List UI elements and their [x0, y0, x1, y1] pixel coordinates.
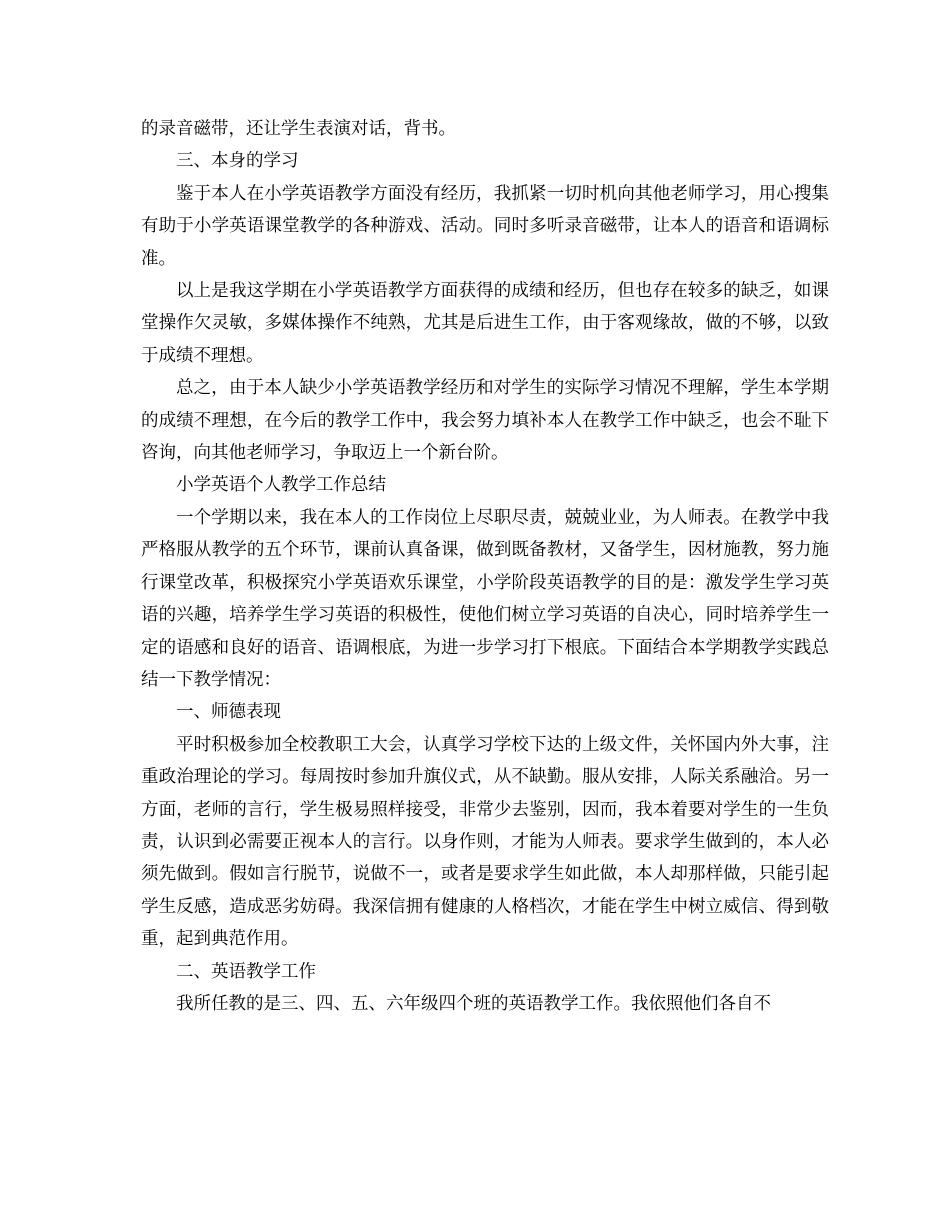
paragraph: 以上是我这学期在小学英语教学方面获得的成绩和经历，但也存在较多的缺乏，如课堂操作欠灵敏，多媒体操作不纯熟，尤其是后进生工作，由于客观缘故，做的不够，以致于成绩不理想。: [141, 281, 829, 366]
section-heading-self-study: 三、本身的学习: [176, 151, 299, 172]
paragraph-continuation: 的录音磁带，还让学生表演对话，背书。: [141, 119, 456, 139]
paragraph: 一个学期以来，我在本人的工作岗位上尽职尽责，兢兢业业，为人师表。在教学中我严格服从教学的五个环节，课前认真备课，做到既备教材，又备学生，因材施教，努力施行课堂改革，积极探究小学英语欢乐课堂，小学阶段英语教学的目的是：激发学生学习英语的兴趣，培养学生学习英语的积极性，使他们树立学习英语的自决心，同时培养学生一定的语感和良好的语音、语调根底，为进一步学习打下根底。下面结合本学期教学实践总结一下教学情况：: [141, 507, 829, 690]
document-body: [141, 113, 829, 1020]
paragraph: 平时积极参加全校教职工大会，认真学习学校下达的上级文件，关怀国内外大事，注重政治理论的学习。每周按时参加升旗仪式，从不缺勤。服从安排，人际关系融洽。另一方面，老师的言行，学生极易照样接受，非常少去鉴别，因而，我本着要对学生的一生负责，认识到必需要正视本人的言行。以身作则，才能为人师表。要求学生做到的，本人必须先做到。假如言行脱节，说做不一，或者是要求学生如此做，本人却那样做，只能引起学生反感，造成恶劣妨碍。我深信拥有健康的人格档次，才能在学生中树立威信、得到敬重，起到典范作用。: [141, 734, 829, 950]
section-heading-teacher-ethics: 一、师德表现: [176, 702, 281, 723]
paragraph: 总之，由于本人缺少小学英语教学经历和对学生的实际学习情况不理解，学生本学期的成绩不理想，在今后的教学工作中，我会努力填补本人在教学工作中缺乏，也会不耻下咨询，向其他老师学习，争取迈上一个新台阶。: [141, 378, 829, 464]
paragraph: 我所任教的是三、四、五、六年级四个班的英语教学工作。我依照他们各自不: [176, 993, 771, 1014]
document-title: 小学英语个人教学工作总结: [176, 475, 386, 496]
section-heading-english-teaching: 二、英语教学工作: [176, 961, 316, 982]
paragraph: 鉴于本人在小学英语教学方面没有经历，我抓紧一切时机向其他老师学习，用心搜集有助于小学英语课堂教学的各种游戏、活动。同时多听录音磁带，让本人的语音和语调标准。: [141, 183, 829, 269]
